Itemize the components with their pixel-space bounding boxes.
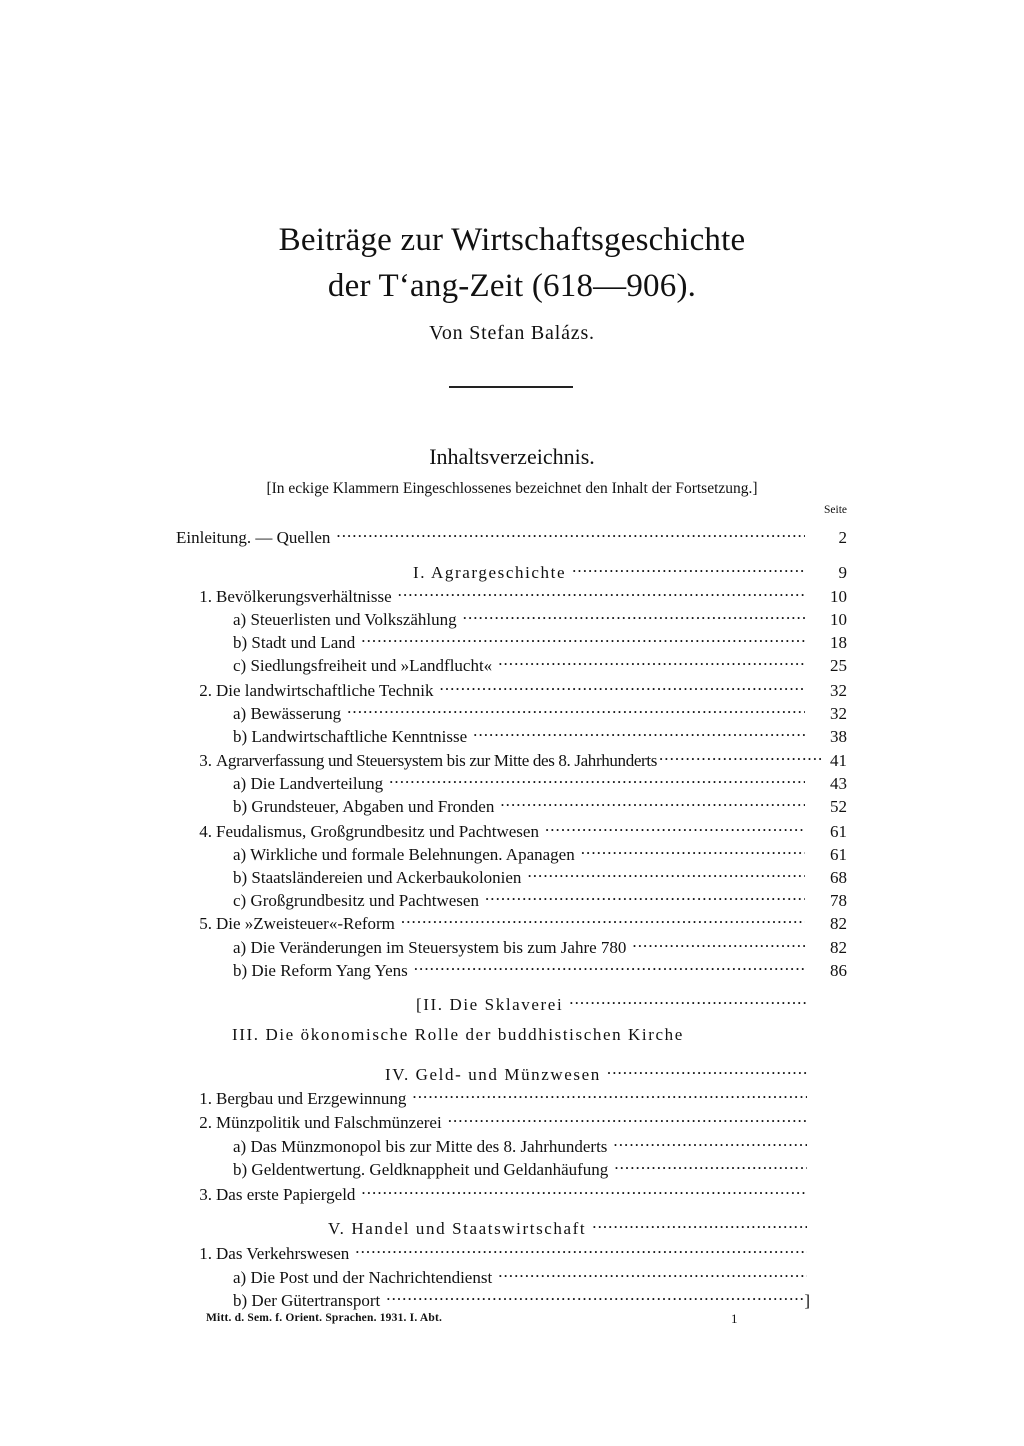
toc-entry-label: b) Landwirtschaftliche Kenntnisse [233,726,468,746]
toc-entry-label: Bergbau und Erzgewinnung [216,1088,407,1108]
toc-subentry [233,883,847,910]
leader-dots [498,1260,807,1283]
toc-subentry [233,766,847,793]
toc-entry-number: 1. [199,586,212,606]
toc-entry-label: Einleitung. — Quellen [176,528,331,547]
toc-subentry [233,1283,810,1310]
toc-entry-page: 10 [830,586,847,606]
toc-entry-page: 82 [830,937,847,957]
leader-dots [500,789,805,812]
toc-section-label: V. Handel und Staatswirtschaft [328,1218,587,1238]
toc-entry-page: 86 [830,960,847,980]
toc-section-2 [416,987,807,1014]
toc-subentry [233,1129,807,1156]
toc-heading: Inhaltsverzeichnis. [429,444,595,469]
leader-dots [414,953,805,976]
toc-entry-number: 1. [199,1243,212,1263]
leader-dots [347,696,805,719]
leader-dots [386,1283,804,1306]
toc-entry [186,1177,807,1204]
title-line-2: der T‘ang-Zeit (618—906). [327,268,697,304]
leader-dots [473,719,805,742]
toc-section-label: IV. Geld- und Münzwesen [385,1064,601,1084]
page-column-label: Seite [824,504,847,516]
footer-page-number: 1 [731,1311,738,1326]
toc-subentry [233,789,847,816]
title-divider [449,386,573,388]
toc-note: [In eckige Klammern Eingeschlossenes bezeichnet den Inhalt der Fortsetzung.] [266,480,758,497]
toc-entry-label: b) Stadt und Land [233,632,356,652]
toc-entry-page: 41 [830,750,847,770]
toc-subentry [233,648,847,675]
toc-entry-page: 43 [830,773,847,793]
toc-entry-label: Das Verkehrswesen [216,1243,350,1263]
toc-entry [186,579,847,606]
toc-subentry [233,1260,807,1287]
leader-dots [592,1211,807,1234]
toc-subentry [233,625,847,652]
toc-entry-label: Die landwirtschaftliche Technik [216,680,434,700]
toc-entry-label: a) Bewässerung [233,703,342,723]
leader-dots [401,906,805,929]
toc-entry-label: a) Wirkliche und formale Belehnungen. Apanagen [233,844,575,864]
toc-entry [186,906,847,933]
toc-entry-label: c) Großgrundbesitz und Pachtwesen [233,890,479,910]
leader-dots [659,743,821,766]
toc-entry-label: a) Die Veränderungen im Steuersystem bis zum Jahre 780 [233,937,627,957]
leader-dots [398,579,805,602]
toc-entry-label: Bevölkerungsverhältnisse [216,586,392,606]
leader-dots [448,1105,807,1128]
toc-section-3 [232,1023,812,1046]
leader-dots [607,1057,807,1080]
toc-entry-label: Agrarverfassung und Steuersystem bis zur Mitte des 8. Jahrhunderts [216,750,657,770]
toc-subentry [233,1152,807,1179]
toc-subentry [233,860,847,887]
toc-entry-page: 18 [830,632,847,652]
toc-entry-number: 3. [199,1184,212,1204]
leader-dots [569,987,807,1010]
leader-dots [527,860,805,883]
leader-dots [572,555,805,578]
toc-entry [186,1105,807,1132]
toc-entry-number: 5. [199,913,212,933]
toc-entry-page: 9 [838,563,847,582]
toc-entry-label: Feudalismus, Großgrundbesitz und Pachtwesen [216,821,539,841]
toc-entry-page: 68 [830,867,847,887]
toc-entry [186,673,847,700]
toc-entry-number: 2. [199,1112,212,1132]
leader-dots [463,602,805,625]
toc-section-4 [385,1057,807,1084]
toc-entry-number: 4. [199,821,212,841]
leader-dots [336,520,805,543]
toc-section-label: [II. Die Sklaverei [416,994,564,1014]
toc-entry-label: Das erste Papiergeld [216,1184,356,1204]
closing-bracket: ] [804,1290,810,1310]
leader-dots [440,673,805,696]
toc-entry-page: 32 [830,703,847,723]
toc-subentry [233,602,847,629]
toc-entry-label: b) Grundsteuer, Abgaben und Fronden [233,796,495,816]
toc-entry-label: a) Die Landverteilung [233,773,384,793]
toc-entry-label: Die »Zweisteuer«-Reform [216,913,395,933]
toc-section-1 [413,555,847,582]
toc-entry-number: 2. [199,680,212,700]
title-line-1: Beiträge zur Wirtschaftsgeschichte [278,222,746,258]
toc-entry-page: 78 [830,890,847,910]
toc-entry-page: 32 [830,680,847,700]
toc-entry-label: Münzpolitik und Falschmünzerei [216,1112,442,1132]
toc-entry-page: 10 [830,609,847,629]
leader-dots [581,837,805,860]
toc-entry-label: a) Die Post und der Nachrichtendienst [233,1267,493,1287]
toc-subentry [233,696,847,723]
toc-entry-page: 25 [830,655,847,675]
leader-dots [485,883,805,906]
toc-entry-page: 52 [830,796,847,816]
toc-entry-page: 61 [830,844,847,864]
toc-entry-page: 2 [838,528,847,547]
leader-dots [632,930,805,953]
toc-entry-page: 38 [830,726,847,746]
toc-section-label: III. Die ökonomische Rolle der buddhistischen Kirche [232,1024,684,1044]
toc-entry-label: b) Die Reform Yang Yens [233,960,408,980]
toc-entry [186,814,847,841]
toc-subentry [233,953,847,980]
leader-dots [361,625,805,648]
toc-entry-intro [176,520,847,547]
leader-dots [498,648,805,671]
toc-entry [186,1236,807,1263]
leader-dots [355,1236,807,1259]
toc-entry-number: 1. [199,1088,212,1108]
toc-subentry [233,719,847,746]
toc-entry-label: b) Geldentwertung. Geldknappheit und Geldanhäufung [233,1159,609,1179]
toc-entry [186,1081,807,1108]
toc-entry-page: 82 [830,913,847,933]
leader-dots [614,1152,807,1175]
toc-entry-label: c) Siedlungsfreiheit und »Landflucht« [233,655,493,675]
toc-subentry [233,930,847,957]
journal-footer: Mitt. d. Sem. f. Orient. Sprachen. 1931. I. Abt. [206,1312,443,1324]
toc-section-label: I. Agrargeschichte [413,563,567,582]
toc-section-5 [328,1211,807,1238]
leader-dots [361,1177,807,1200]
leader-dots [545,814,805,837]
leader-dots [412,1081,807,1104]
toc-entry-label: a) Das Münzmonopol bis zur Mitte des 8. Jahrhunderts [233,1136,608,1156]
author: Von Stefan Balázs. [429,322,595,344]
toc-entry-label: b) Staatsländereien und Ackerbaukolonien [233,867,522,887]
toc-subentry [233,837,847,864]
leader-dots [389,766,805,789]
leader-dots [613,1129,807,1152]
toc-entry-number: 3. [199,750,212,770]
toc-entry-page: 61 [830,821,847,841]
toc-entry [186,743,847,770]
toc-entry-label: b) Der Gütertransport [233,1290,381,1310]
toc-entry-label: a) Steuerlisten und Volkszählung [233,609,457,629]
